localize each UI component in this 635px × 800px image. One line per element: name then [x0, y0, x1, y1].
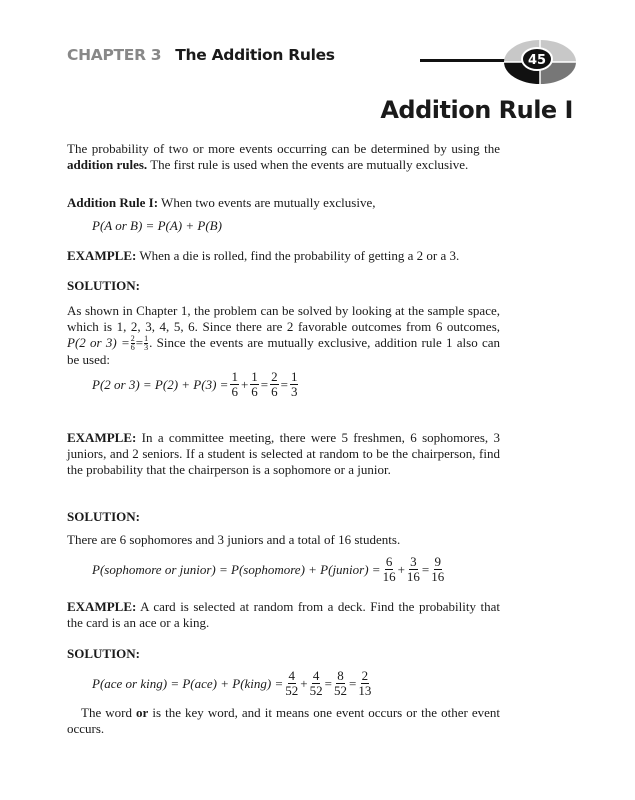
- fraction: $\frac{6}{16}$: [382, 554, 396, 584]
- example-1: [67, 248, 500, 264]
- fraction: 1 3: [290, 369, 298, 399]
- fraction: $\frac{2}{6}$: [130, 334, 135, 353]
- text: When two events are mutually exclusive,: [158, 195, 376, 210]
- solution-label: SOLUTION:: [67, 278, 140, 293]
- chapter-title: The Addition Rules: [175, 46, 335, 64]
- page-number: 45: [527, 53, 547, 68]
- text: The probability of two or more events occurring can be determined by using the: [67, 141, 500, 156]
- text: When a die is rolled, find the probability of getting a 2 or a 3.: [136, 248, 460, 263]
- fraction: 4 52: [309, 668, 323, 698]
- fraction: $\frac{1}{3}$: [144, 334, 149, 353]
- formula-2: P(sophomore or junior) = P(sophomore) + P(junior) = $\frac{6}{16}$ + 3 16 = 9 16: [92, 554, 445, 584]
- fraction: $\frac{1}{6}$: [231, 369, 238, 399]
- solution-2-text: There are 6 sophomores and 3 juniors and a total of 16 students.: [67, 532, 401, 547]
- rule-label: Addition Rule I:: [67, 195, 159, 210]
- formula-lhs: P(sophomore or junior) = P(sophomore) + P(junior) =: [92, 561, 381, 577]
- formula-lhs: P(ace or king) = P(ace) + P(king) =: [92, 675, 284, 691]
- fraction: $\frac{4}{52}$: [285, 668, 299, 698]
- formula-3: P(ace or king) = P(ace) + P(king) = $\frac{4}{52}$ + 4 52 = 8 52 = 2 13: [92, 668, 372, 698]
- text: A card is selected at random from a deck. Find the probability that the card is an ace or a king.: [67, 599, 500, 630]
- intro-paragraph: [67, 141, 500, 173]
- text: As shown in Chapter 1, the problem can be solved by looking at the sample space, which is 1, 2, 3, 4, 5, 6. Since there are 2 favorable outcomes from 6 outcomes,: [67, 303, 500, 334]
- solution-1-text: As shown in Chapter 1, the problem can be solved by looking at the sample space, which is 1, 2, 3, 4, 5, 6. Since there are 2 favorable outcomes from 6 outcomes, P(2 or 3) = $\frac{2}{6}$ = $\frac{1}{3}$ . Since the events are mutually exclusive, addition rule 1 also can be used:: [67, 303, 501, 368]
- chapter-number: CHAPTER 3: [67, 46, 162, 64]
- example-label: EXAMPLE:: [67, 248, 137, 263]
- formula-1: P(2 or 3) = P(2) + P(3) = $\frac{1}{6}$ + 1 6 = 2 6 = 1 3: [92, 369, 298, 399]
- running-header: [67, 46, 335, 64]
- fraction: 2 6: [271, 369, 278, 399]
- bold-term: addition rules.: [67, 156, 148, 172]
- fraction: 9 16: [431, 554, 445, 584]
- text: The word: [81, 705, 137, 720]
- fraction: 8 52: [333, 668, 347, 698]
- solution-label: SOLUTION:: [67, 509, 140, 524]
- text: Since the events are mutually exclusive, addition rule 1 also can be used:: [67, 334, 501, 368]
- fraction: 3 16: [406, 554, 420, 584]
- example-label: EXAMPLE:: [67, 599, 137, 614]
- text: In a committee meeting, there were 5 freshmen, 6 sophomores, 3 juniors, and 2 seniors. If a student is selected at random to be the chairperson, find the probability that the chairperson is a sophomore or a junior.: [67, 430, 500, 477]
- rule-statement: [67, 195, 500, 211]
- inline-math: P(2 or 3) =: [67, 334, 130, 350]
- section-title: Addition Rule I: [380, 96, 573, 124]
- example-label: EXAMPLE:: [67, 430, 137, 445]
- page-number-badge: [500, 37, 580, 87]
- rule-formula: P(A or B) = P(A) + P(B): [92, 218, 222, 233]
- fraction: 1 6: [251, 369, 258, 399]
- text: is the key word, and it means one event occurs or the other event occurs.: [67, 705, 500, 736]
- example-2: [67, 430, 500, 477]
- fraction: 2 13: [358, 668, 372, 698]
- solution-label: SOLUTION:: [67, 646, 140, 661]
- formula-lhs: P(2 or 3) = P(2) + P(3) =: [92, 376, 229, 392]
- bold-term: or: [136, 705, 149, 720]
- text: The first rule is used when the events are mutually exclusive.: [147, 156, 469, 172]
- example-3: [67, 599, 500, 631]
- closing-paragraph: [67, 705, 500, 737]
- header-rule: [420, 59, 510, 62]
